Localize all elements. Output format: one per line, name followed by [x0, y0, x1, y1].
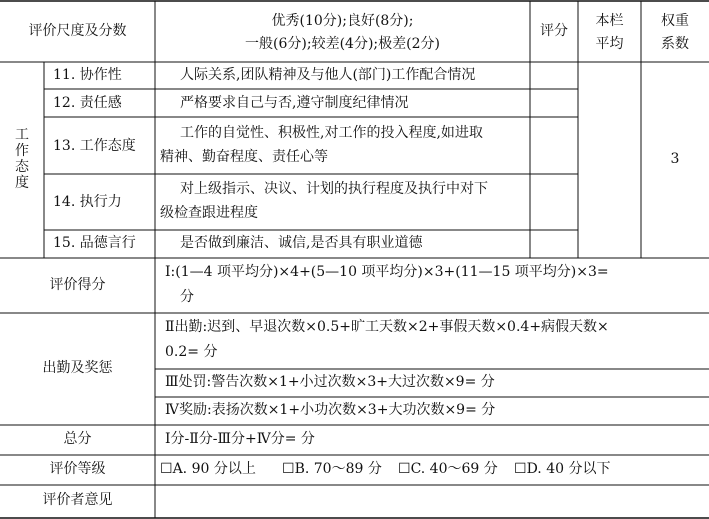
header-avg-line1: 本栏 [595, 13, 624, 29]
item-name: 11. 协作性 [53, 67, 122, 83]
checkbox-icon[interactable]: ☐ [514, 461, 527, 477]
item-name: 13. 工作态度 [53, 138, 136, 154]
attendance-formula: Ⅱ出勤:迟到、早退次数×0.5+旷工天数×2+事假天数×0.4+病假天数× [165, 319, 609, 335]
total-label: 总分 [63, 431, 92, 447]
penalty-formula: Ⅲ处罚:警告次数×1+小过次数×3+大过次数×9= 分 [165, 374, 495, 390]
item-desc: 对上级指示、决议、计划的执行程度及执行中对下 [180, 181, 488, 197]
item-name: 12. 责任感 [53, 95, 122, 111]
header-avg-line2: 平均 [595, 36, 624, 52]
item-name: 15. 品德言行 [53, 235, 136, 251]
eval-score-formula: Ⅰ:(1—4 项平均分)×4+(5—10 项平均分)×3+(11—15 项平均分)×3= [165, 264, 609, 280]
item-desc: 人际关系,团队精神及与他人(部门)工作配合情况 [180, 67, 476, 83]
checkbox-icon[interactable]: ☐ [160, 461, 173, 477]
attendance-label: 出勤及奖惩 [42, 360, 113, 376]
checkbox-icon[interactable]: ☐ [398, 461, 411, 477]
reward-formula: Ⅳ奖励:表扬次数×1+小功次数×3+大功次数×9= 分 [165, 402, 496, 418]
header-scale-label: 评价尺度及分数 [28, 23, 127, 39]
item-desc: 严格要求自己与否,遵守制度纪律情况 [180, 95, 409, 111]
header-levels-line1: 优秀(10分);良好(8分); [271, 13, 414, 29]
opinion-field[interactable] [156, 486, 708, 517]
checkbox-icon[interactable]: ☐ [282, 461, 295, 477]
grade-option-b[interactable]: ☐B. 70～89 分 [282, 461, 382, 477]
grade-option-c[interactable]: ☐C. 40～69 分 [398, 461, 498, 477]
header-weight-line2: 系数 [661, 36, 689, 52]
item-desc-cont: 级检查跟进程度 [160, 205, 258, 221]
section-weight: 3 [670, 151, 680, 167]
grade-option-a[interactable]: ☐A. 90 分以上 [160, 461, 256, 477]
header-weight-line1: 权重 [661, 13, 689, 29]
item-desc: 是否做到廉洁、诚信,是否具有职业道德 [180, 235, 423, 251]
total-formula: Ⅰ分-Ⅱ分-Ⅲ分+Ⅳ分= 分 [165, 431, 315, 447]
eval-score-unit: 分 [180, 289, 194, 305]
opinion-label: 评价者意见 [42, 492, 113, 508]
attendance-formula-cont: 0.2= 分 [165, 344, 218, 360]
item-name: 14. 执行力 [53, 194, 122, 210]
grade-label: 评价等级 [49, 461, 106, 477]
item-desc-cont: 精神、勤奋程度、责任心等 [160, 149, 328, 165]
eval-score-label: 评价得分 [49, 277, 106, 293]
section-label: 工作态度 [15, 127, 29, 191]
grade-option-d[interactable]: ☐D. 40 分以下 [514, 461, 611, 477]
header-levels-line2: 一般(6分);较差(4分);极差(2分) [245, 36, 440, 52]
item-desc: 工作的自觉性、积极性,对工作的投入程度,如进取 [180, 125, 483, 141]
header-score: 评分 [540, 23, 568, 39]
